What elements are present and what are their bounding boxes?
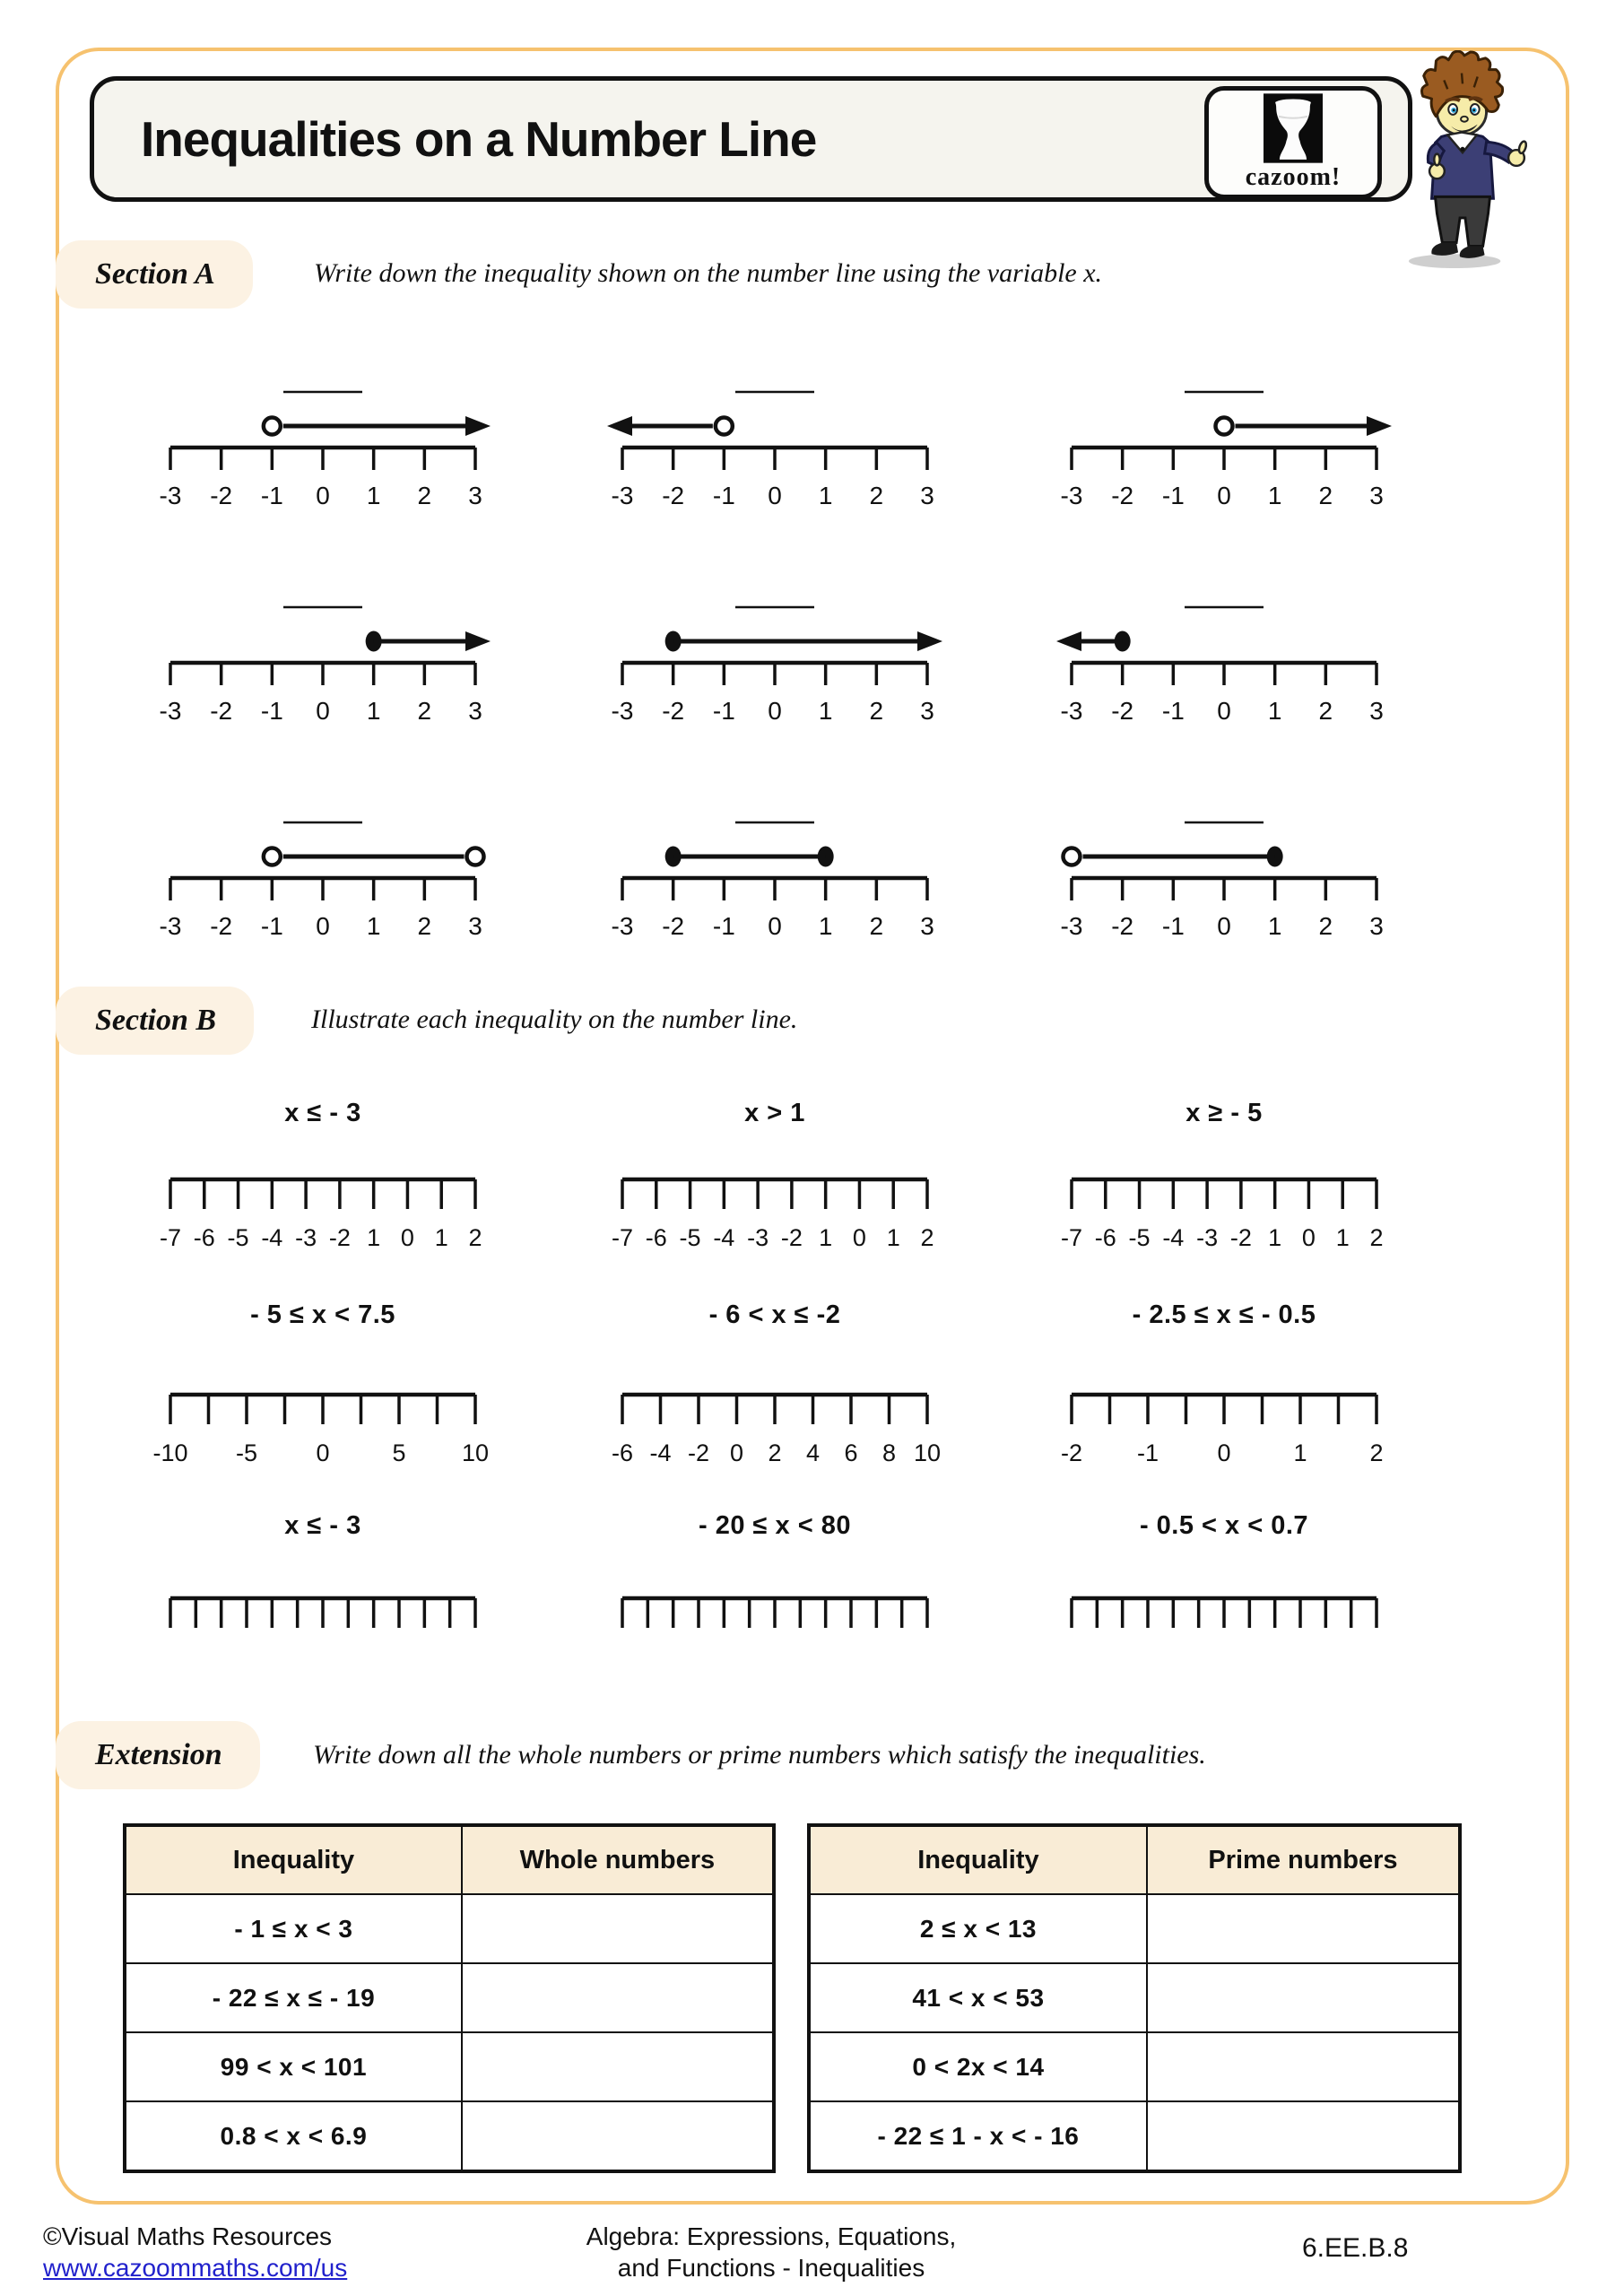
answer-cell: [1147, 2032, 1460, 2101]
arrow-head: [1056, 631, 1081, 651]
number-line-svg: [1036, 596, 1412, 731]
inequality-label: x ≤ - 3: [284, 1099, 361, 1127]
standard-code: 6.EE.B.8: [1302, 2233, 1409, 2263]
svg-text:-3: -3: [747, 1224, 769, 1251]
svg-text:-7: -7: [159, 1224, 182, 1251]
number-line-svg: [586, 812, 963, 946]
arrow-head: [465, 416, 491, 436]
svg-text:0: 0: [400, 1224, 414, 1251]
svg-text:4: 4: [805, 1439, 821, 1466]
svg-text:-1: -1: [260, 482, 283, 509]
svg-text:-4: -4: [1162, 1224, 1185, 1251]
title-box: [90, 76, 1412, 202]
copyright-text: ©Visual Maths Resources: [43, 2222, 333, 2250]
svg-text:-6: -6: [193, 1224, 215, 1251]
svg-text:-3: -3: [1196, 1224, 1219, 1251]
svg-text:6: 6: [844, 1439, 858, 1466]
svg-text:-4: -4: [713, 1224, 735, 1251]
answer-cell: [462, 2101, 774, 2171]
section-a-instruction: Write down the inequality shown on the number line using the variable x.: [314, 258, 1103, 288]
footer-credit: [43, 2221, 347, 2283]
svg-text:0: 0: [729, 1439, 744, 1466]
svg-text:1: 1: [886, 1224, 900, 1251]
svg-text:-4: -4: [261, 1224, 283, 1251]
footer-category: Algebra: Expressions, Equations, and Functions - Inequalities: [586, 2222, 957, 2282]
number-line-item: [135, 812, 511, 951]
svg-text:-2: -2: [662, 912, 685, 940]
open-circle-marker: [467, 848, 484, 865]
svg-text:-2: -2: [1229, 1224, 1252, 1251]
answer-cell: [462, 1894, 774, 1963]
svg-text:-3: -3: [1060, 697, 1083, 725]
svg-text:2: 2: [920, 1224, 934, 1251]
number-line-svg: [1036, 812, 1412, 946]
svg-text:0: 0: [1217, 697, 1231, 725]
website-link[interactable]: www.cazoommaths.com/us: [43, 2254, 348, 2282]
svg-text:0: 0: [768, 697, 782, 725]
mascot-illustration: [1391, 50, 1533, 271]
extension-label: Extension: [56, 1721, 260, 1789]
number-line-svg: [1036, 1571, 1412, 1679]
svg-text:-5: -5: [1128, 1224, 1151, 1251]
svg-text:2: 2: [468, 1224, 482, 1251]
number-line-svg: [1036, 381, 1412, 516]
svg-text:1: 1: [1267, 912, 1282, 940]
svg-text:3: 3: [920, 482, 934, 509]
inequality-label: - 0.5 < x < 0.7: [1139, 1511, 1309, 1540]
inequality-cell: - 1 ≤ x < 3: [125, 1894, 462, 1963]
table-row: [125, 2032, 774, 2101]
inequality-cell: - 22 ≤ x ≤ - 19: [125, 1963, 462, 2032]
svg-text:-5: -5: [227, 1224, 249, 1251]
svg-text:1: 1: [366, 482, 381, 509]
svg-text:3: 3: [468, 697, 482, 725]
number-line-item: [586, 381, 963, 520]
number-line-svg: [586, 1152, 963, 1260]
number-line-svg: [1036, 1368, 1412, 1475]
number-line-svg: [586, 1571, 963, 1679]
svg-text:2: 2: [869, 482, 884, 509]
svg-text:2: 2: [869, 912, 884, 940]
number-line-item: [135, 381, 511, 520]
inequality-exercise: [135, 1300, 511, 1480]
svg-text:3: 3: [1369, 697, 1384, 725]
table-row: [809, 2032, 1460, 2101]
page-title: Inequalities on a Number Line: [141, 111, 817, 167]
prime-numbers-table: [807, 1823, 1462, 2173]
table-row: [125, 1894, 774, 1963]
number-line-svg: [135, 1368, 511, 1475]
svg-text:-1: -1: [1161, 912, 1185, 940]
answer-cell: [1147, 1963, 1460, 2032]
number-line-item: [1036, 596, 1412, 735]
answer-cell: [462, 1963, 774, 2032]
table-row: [809, 1894, 1460, 1963]
number-line-svg: [586, 596, 963, 731]
svg-text:0: 0: [316, 697, 330, 725]
svg-text:10: 10: [461, 1439, 490, 1466]
number-line-item: [586, 812, 963, 951]
table-header-answers: Whole numbers: [462, 1825, 774, 1894]
svg-text:-10: -10: [152, 1439, 188, 1466]
inequality-exercise: [135, 1099, 511, 1265]
svg-text:-3: -3: [159, 912, 182, 940]
number-line-svg: [135, 381, 511, 516]
svg-text:-3: -3: [159, 482, 182, 509]
svg-text:-3: -3: [1060, 482, 1083, 509]
cazoom-logo: [1204, 86, 1382, 199]
svg-text:-2: -2: [1111, 912, 1134, 940]
svg-text:-2: -2: [1060, 1439, 1083, 1466]
inequality-label: - 20 ≤ x < 80: [699, 1511, 851, 1540]
inequality-cell: 99 < x < 101: [125, 2032, 462, 2101]
open-circle-marker: [264, 848, 281, 865]
table-row: [809, 2101, 1460, 2171]
svg-text:1: 1: [434, 1224, 448, 1251]
svg-text:-3: -3: [611, 697, 634, 725]
number-line-item: [1036, 381, 1412, 520]
svg-text:-6: -6: [611, 1439, 634, 1466]
svg-text:0: 0: [316, 1439, 330, 1466]
number-line-item: [1036, 812, 1412, 951]
svg-text:-4: -4: [649, 1439, 672, 1466]
svg-text:1: 1: [366, 697, 381, 725]
svg-text:0: 0: [1217, 1439, 1231, 1466]
svg-text:-7: -7: [1060, 1224, 1083, 1251]
svg-text:1: 1: [818, 912, 833, 940]
answer-cell: [1147, 1894, 1460, 1963]
svg-text:-2: -2: [1111, 482, 1134, 509]
svg-text:3: 3: [468, 482, 482, 509]
svg-text:0: 0: [316, 912, 330, 940]
extension-instruction: Write down all the whole numbers or prime numbers which satisfy the inequalities.: [313, 1740, 1206, 1770]
open-circle-marker: [716, 418, 733, 435]
inequality-exercise: [135, 1511, 511, 1683]
arrow-head: [607, 416, 632, 436]
inequality-cell: 0.8 < x < 6.9: [125, 2101, 462, 2171]
table-row: [809, 1963, 1460, 2032]
svg-text:-2: -2: [1111, 697, 1134, 725]
number-line-svg: [135, 812, 511, 946]
svg-text:-3: -3: [295, 1224, 317, 1251]
svg-text:-6: -6: [645, 1224, 667, 1251]
svg-text:3: 3: [1369, 912, 1384, 940]
svg-text:10: 10: [913, 1439, 942, 1466]
arrow-head: [465, 631, 491, 651]
svg-text:-1: -1: [712, 697, 735, 725]
svg-text:-1: -1: [712, 912, 735, 940]
inequality-exercise: [1036, 1300, 1412, 1480]
svg-text:-1: -1: [1136, 1439, 1159, 1466]
svg-text:-2: -2: [662, 482, 685, 509]
svg-text:2: 2: [1318, 482, 1333, 509]
inequality-exercise: [1036, 1511, 1412, 1683]
number-line-item: [586, 596, 963, 735]
svg-text:1: 1: [1267, 482, 1282, 509]
djembe-drum-icon: [1264, 93, 1323, 163]
svg-text:2: 2: [417, 912, 432, 940]
arrow-head: [917, 631, 942, 651]
inequality-label: - 2.5 ≤ x ≤ - 0.5: [1132, 1300, 1316, 1329]
svg-text:-2: -2: [687, 1439, 710, 1466]
table-header-answers: Prime numbers: [1147, 1825, 1460, 1894]
open-circle-marker: [1064, 848, 1081, 865]
svg-text:2: 2: [1369, 1439, 1384, 1466]
table-row: [125, 1963, 774, 2032]
inequality-label: x > 1: [744, 1099, 805, 1127]
svg-text:0: 0: [768, 482, 782, 509]
inequality-cell: - 22 ≤ 1 - x < - 16: [809, 2101, 1147, 2171]
inequality-cell: 0 < 2x < 14: [809, 2032, 1147, 2101]
svg-text:1: 1: [819, 1224, 833, 1251]
svg-text:-1: -1: [260, 697, 283, 725]
svg-text:0: 0: [1301, 1224, 1316, 1251]
svg-text:-3: -3: [1060, 912, 1083, 940]
open-circle-marker: [264, 418, 281, 435]
svg-text:2: 2: [768, 1439, 782, 1466]
svg-text:3: 3: [920, 697, 934, 725]
svg-text:-2: -2: [210, 912, 233, 940]
svg-text:1: 1: [1268, 1224, 1282, 1251]
inequality-cell: 2 ≤ x < 13: [809, 1894, 1147, 1963]
svg-text:-2: -2: [210, 482, 233, 509]
svg-text:2: 2: [1318, 912, 1333, 940]
svg-text:0: 0: [1217, 912, 1231, 940]
inequality-exercise: [586, 1300, 963, 1480]
svg-text:1: 1: [818, 697, 833, 725]
number-line-svg: [586, 381, 963, 516]
svg-text:-2: -2: [210, 697, 233, 725]
svg-text:-1: -1: [712, 482, 735, 509]
inequality-label: - 6 < x ≤ -2: [708, 1300, 841, 1329]
table-header-inequality: Inequality: [125, 1825, 462, 1894]
svg-text:0: 0: [316, 482, 330, 509]
svg-text:-2: -2: [780, 1224, 803, 1251]
answer-cell: [1147, 2101, 1460, 2171]
svg-text:-2: -2: [662, 697, 685, 725]
svg-text:1: 1: [1267, 697, 1282, 725]
svg-text:2: 2: [869, 697, 884, 725]
svg-text:1: 1: [366, 912, 381, 940]
svg-text:3: 3: [920, 912, 934, 940]
inequality-label: - 5 ≤ x < 7.5: [250, 1300, 395, 1329]
inequality-exercise: [586, 1511, 963, 1683]
svg-text:-3: -3: [611, 912, 634, 940]
svg-text:3: 3: [468, 912, 482, 940]
number-line-svg: [135, 1571, 511, 1679]
svg-text:2: 2: [417, 482, 432, 509]
svg-text:1: 1: [1293, 1439, 1307, 1466]
svg-text:3: 3: [1369, 482, 1384, 509]
svg-text:2: 2: [417, 697, 432, 725]
arrow-head: [1367, 416, 1392, 436]
inequality-exercise: [1036, 1099, 1412, 1265]
svg-text:-1: -1: [1161, 482, 1185, 509]
number-line-svg: [135, 596, 511, 731]
inequality-label: x ≤ - 3: [284, 1511, 361, 1540]
svg-text:2: 2: [1318, 697, 1333, 725]
svg-text:-1: -1: [1161, 697, 1185, 725]
svg-text:-6: -6: [1094, 1224, 1116, 1251]
number-line-svg: [135, 1152, 511, 1260]
section-b-label: Section B: [56, 987, 254, 1055]
svg-text:-3: -3: [159, 697, 182, 725]
inequality-cell: 41 < x < 53: [809, 1963, 1147, 2032]
svg-text:8: 8: [881, 1439, 897, 1466]
number-line-svg: [586, 1368, 963, 1475]
number-line-item: [135, 596, 511, 735]
open-circle-marker: [1216, 418, 1233, 435]
svg-text:-7: -7: [611, 1224, 634, 1251]
section-b-instruction: Illustrate each inequality on the number line.: [311, 1004, 798, 1034]
number-line-svg: [1036, 1152, 1412, 1260]
answer-cell: [462, 2032, 774, 2101]
svg-text:1: 1: [818, 482, 833, 509]
whole-numbers-table: [123, 1823, 776, 2173]
svg-text:-5: -5: [679, 1224, 701, 1251]
table-header-inequality: Inequality: [809, 1825, 1147, 1894]
inequality-label: x ≥ - 5: [1185, 1099, 1263, 1127]
svg-text:-2: -2: [328, 1224, 351, 1251]
svg-text:0: 0: [852, 1224, 866, 1251]
svg-text:1: 1: [367, 1224, 381, 1251]
svg-text:1: 1: [1335, 1224, 1350, 1251]
svg-text:0: 0: [768, 912, 782, 940]
svg-text:2: 2: [1369, 1224, 1384, 1251]
svg-text:-3: -3: [611, 482, 634, 509]
svg-text:-1: -1: [260, 912, 283, 940]
logo-text: cazoom!: [1245, 163, 1342, 191]
section-a-label: Section A: [56, 240, 253, 309]
table-row: [125, 2101, 774, 2171]
svg-text:5: 5: [392, 1439, 406, 1466]
svg-text:-5: -5: [235, 1439, 258, 1466]
inequality-exercise: [586, 1099, 963, 1265]
svg-text:0: 0: [1217, 482, 1231, 509]
